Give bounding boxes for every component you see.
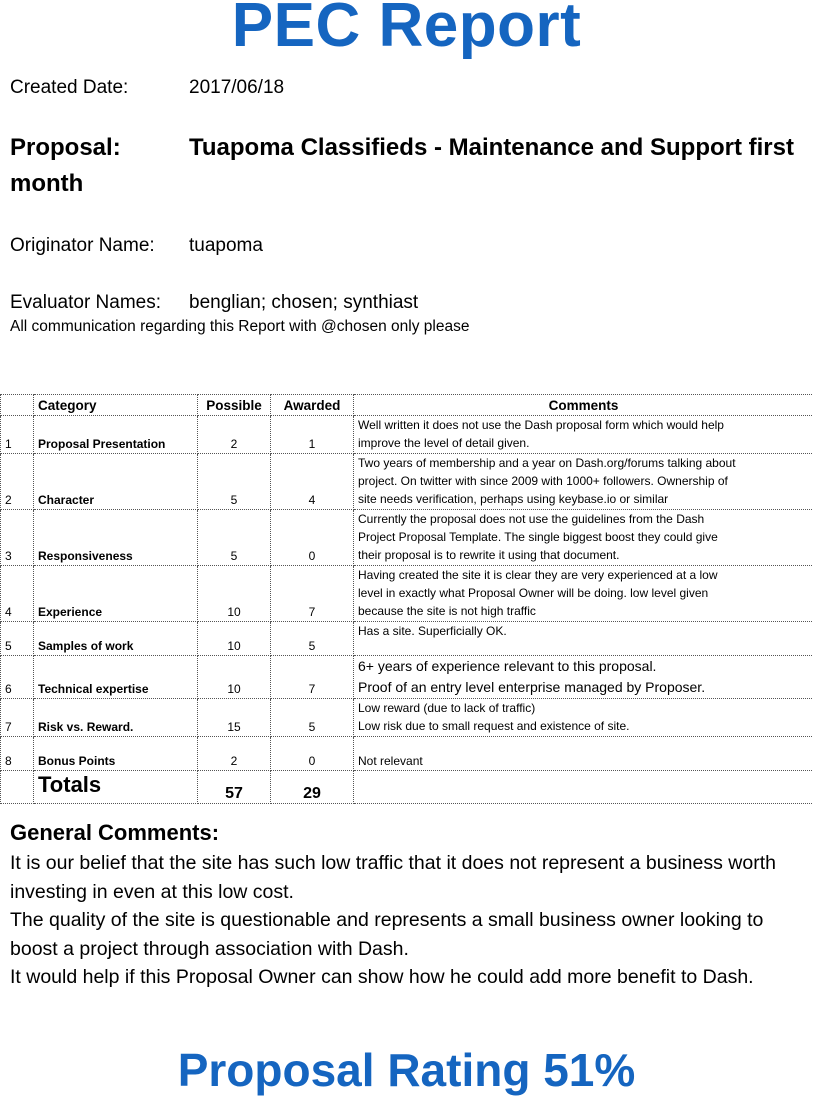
row-awarded: 5 [271, 699, 354, 737]
table-row [1, 656, 813, 699]
comment-line: Low risk due to small request and existence of site. [358, 717, 809, 735]
row-possible: 10 [198, 622, 271, 656]
row-comments [354, 566, 813, 622]
header-category: Category [34, 395, 198, 416]
row-comments [354, 510, 813, 566]
header-possible: Possible [198, 395, 271, 416]
row-number: 3 [1, 510, 34, 566]
row-comments [354, 656, 813, 699]
row-possible: 15 [198, 699, 271, 737]
proposal-line [10, 130, 800, 202]
row-possible: 2 [198, 737, 271, 771]
row-awarded: 5 [271, 622, 354, 656]
totals-awarded: 29 [271, 771, 354, 804]
totals-label: Totals [34, 771, 198, 804]
table-header-row [1, 395, 813, 416]
table-row [1, 622, 813, 656]
evaluators-value: benglian; chosen; synthiast [189, 292, 418, 313]
general-comments-body [10, 849, 790, 992]
general-comments-heading: General Comments: [10, 820, 219, 846]
table-row [1, 566, 813, 622]
evaluators-line [10, 291, 418, 315]
proposal-label: Proposal: [10, 130, 189, 166]
row-number: 8 [1, 737, 34, 771]
row-category: Proposal Presentation [34, 416, 198, 454]
row-awarded: 0 [271, 510, 354, 566]
comment-line: Two years of membership and a year on Dash.org/forums talking about [358, 454, 809, 472]
report-title: PEC Report [0, 0, 813, 66]
table-row [1, 510, 813, 566]
general-comment-paragraph: It is our belief that the site has such low traffic that it does not represent a business worth investing in even at this low cost. [10, 849, 790, 906]
header-awarded: Awarded [271, 395, 354, 416]
totals-blank [1, 771, 34, 804]
comment-line: improve the level of detail given. [358, 434, 809, 452]
comment-line: Project Proposal Template. The single biggest boost they could give [358, 528, 809, 546]
created-date-label: Created Date: [10, 76, 189, 100]
comment-line: Well written it does not use the Dash proposal form which would help [358, 416, 809, 434]
general-comment-paragraph: The quality of the site is questionable and represents a small business owner looking to boost a project through association with Dash. [10, 906, 790, 963]
row-possible: 10 [198, 566, 271, 622]
created-date-value: 2017/06/18 [189, 77, 284, 98]
row-comments [354, 622, 813, 656]
table-row [1, 699, 813, 737]
row-number: 1 [1, 416, 34, 454]
comment-line: project. On twitter with since 2009 with 1000+ followers. Ownership of [358, 472, 809, 490]
row-comments [354, 737, 813, 771]
comment-line: site needs verification, perhaps using keybase.io or similar [358, 490, 809, 508]
row-category: Samples of work [34, 622, 198, 656]
totals-row [1, 771, 813, 804]
general-comment-paragraph: It would help if this Proposal Owner can show how he could add more benefit to Dash. [10, 963, 790, 992]
row-possible: 5 [198, 510, 271, 566]
comment-line: Low reward (due to lack of traffic) [358, 699, 809, 717]
table-row [1, 416, 813, 454]
originator-line [10, 234, 263, 258]
comment-line: Proof of an entry level enterprise managed by Proposer. [358, 677, 809, 698]
row-possible: 2 [198, 416, 271, 454]
row-awarded: 7 [271, 566, 354, 622]
totals-possible: 57 [198, 771, 271, 804]
row-awarded: 4 [271, 454, 354, 510]
row-category: Risk vs. Reward. [34, 699, 198, 737]
created-date-line [10, 76, 284, 100]
row-awarded: 0 [271, 737, 354, 771]
table-row [1, 454, 813, 510]
row-category: Responsiveness [34, 510, 198, 566]
row-category: Character [34, 454, 198, 510]
comment-line: Currently the proposal does not use the guidelines from the Dash [358, 510, 809, 528]
row-possible: 5 [198, 454, 271, 510]
row-number: 2 [1, 454, 34, 510]
row-comments [354, 416, 813, 454]
table-row [1, 737, 813, 771]
row-number: 4 [1, 566, 34, 622]
row-number: 7 [1, 699, 34, 737]
proposal-value: Tuapoma Classifieds - Maintenance and Support first month [10, 134, 794, 197]
header-num [1, 395, 34, 416]
row-awarded: 7 [271, 656, 354, 699]
row-awarded: 1 [271, 416, 354, 454]
comment-line: level in exactly what Proposal Owner will be doing. low level given [358, 584, 809, 602]
proposal-rating: Proposal Rating 51% [0, 1038, 813, 1102]
row-comments [354, 454, 813, 510]
comment-line: their proposal is to rewrite it using that document. [358, 546, 809, 564]
row-category: Technical expertise [34, 656, 198, 699]
comment-line: Has a site. Superficially OK. [358, 622, 809, 640]
totals-comments [354, 771, 813, 804]
originator-value: tuapoma [189, 235, 263, 256]
row-category: Experience [34, 566, 198, 622]
originator-label: Originator Name: [10, 234, 189, 258]
header-comments: Comments [354, 395, 813, 416]
row-number: 6 [1, 656, 34, 699]
comment-line: Not relevant [358, 752, 809, 770]
comment-line: because the site is not high traffic [358, 602, 809, 620]
row-category: Bonus Points [34, 737, 198, 771]
communication-note: All communication regarding this Report with @chosen only please [10, 318, 469, 336]
pec-table [0, 394, 813, 804]
evaluators-label: Evaluator Names: [10, 291, 189, 315]
row-number: 5 [1, 622, 34, 656]
row-possible: 10 [198, 656, 271, 699]
comment-line: Having created the site it is clear they are very experienced at a low [358, 566, 809, 584]
comment-line: 6+ years of experience relevant to this proposal. [358, 656, 809, 677]
row-comments [354, 699, 813, 737]
